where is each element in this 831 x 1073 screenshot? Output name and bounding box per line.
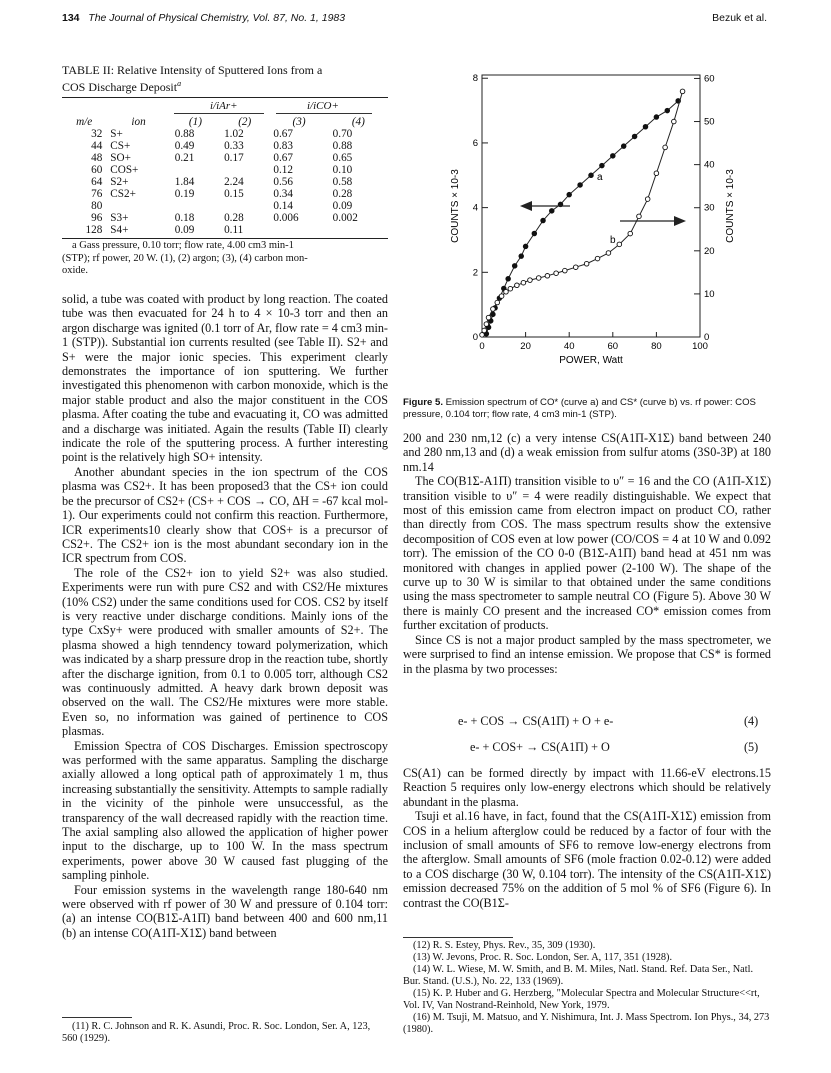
y-right-tick-label: 60	[704, 73, 715, 85]
table-caption-line1: TABLE II: Relative Intensity of Sputtered Ions from a	[62, 63, 323, 77]
series-a-point	[611, 154, 616, 159]
table-cell: 0.15	[224, 188, 244, 200]
table-cell: 0.10	[332, 164, 353, 176]
y-right-tick-label: 10	[704, 288, 715, 300]
series-b-point	[504, 289, 509, 294]
series-b-point	[645, 197, 650, 202]
table-row	[62, 128, 388, 140]
table-cell: 0.17	[224, 152, 244, 164]
table-cell: 0.33	[224, 140, 244, 152]
paragraph: CS(A1) can be formed directly by impact with 11.66-eV electrons.15 Reaction 5 requires only low-energy electrons which should be relatively abundant in the plasma.	[403, 766, 771, 809]
table-cell: 0.67	[273, 128, 293, 140]
table-cell	[171, 200, 220, 212]
series-a-point	[523, 244, 528, 249]
table-cell: CS2+	[110, 188, 136, 200]
reference-11: (11) R. C. Johnson and R. K. Asundi, Proc. R. Soc. London, Ser. A, 123, 560 (1929).	[62, 1021, 371, 1044]
table-cell: 64	[91, 176, 103, 188]
table-cell: 0.14	[273, 200, 293, 212]
y-left-ticks	[473, 73, 488, 343]
equation-4-number: (4)	[744, 714, 759, 728]
series-a-point	[541, 218, 546, 223]
table-cell: 80	[91, 200, 103, 212]
table-footnote-line1: a Gass pressure, 0.10 torr; flow rate, 4.00 cm3 min-1	[72, 240, 294, 251]
table-cell: 0.006	[273, 212, 299, 224]
left-references	[62, 1021, 388, 1045]
series-b-point	[499, 294, 504, 299]
series-group	[480, 89, 685, 337]
table-cell: 2.24	[224, 176, 244, 188]
table-row	[62, 152, 388, 164]
y-right-tick-label: 0	[704, 332, 710, 343]
table-cell: 0.67	[273, 152, 293, 164]
paragraph: The role of the CS2+ ion to yield S2+ was also studied. Experiments were run with pure CS2 and with CS2/He mixtures (10% CS2) under the same conditions used for COS. CS2 by itself is very reactive under discharge conditions. Mainly ions of the type CxSy+ were produced with smaller amounts of S2+. The plasma showed a high tenndency toward polymerization, which was indicated by a sharp pressure drop in the reaction tube, shortly after the discharge ignition, from 0.1 to 0.005 torr, although CS2 was continuously admitted. A heavy dark brown deposit was observed on the wall. The CS2/He mixtures were more stable. Even so, no information was gained of pertinence to COS plasmas.	[62, 565, 388, 739]
figure-caption-text: Emission spectrum of CO* (curve a) and CS* (curve b) vs. rf power: COS pressure, 0.104 torr; flow rate, 4 cm3 min-1 (STP).	[403, 397, 756, 420]
plot-frame	[482, 75, 700, 337]
table-cell: 1.84	[174, 176, 195, 188]
reference-16: (16) M. Tsuji, M. Matsuo, and Y. Nishimura, Int. J. Mass Spectrom. Ion Phys., 34, 273 (1980).	[403, 1012, 770, 1035]
table-cell: 0.28	[224, 212, 244, 224]
y-axis-label-left: COUNTS × 10-3	[450, 169, 461, 243]
table-cell: 0.34	[273, 188, 293, 200]
table-cell: 0.58	[332, 176, 353, 188]
y-left-tick-label: 2	[472, 267, 478, 279]
table-cell: 60	[91, 164, 103, 176]
table-cell: SO+	[110, 152, 131, 164]
series-b-point	[663, 145, 668, 150]
table-cell: 0.19	[174, 188, 195, 200]
table-cell: 128	[85, 224, 103, 236]
left-column-text	[62, 292, 388, 940]
series-a-point	[567, 192, 572, 197]
series-a-point	[654, 115, 659, 120]
table-cell: COS+	[110, 164, 139, 176]
paragraph: Since CS is not a major product sampled by the mass spectrometer, we were surprised to find an intense emission. We propose that CS* is formed in the plasma by two processes:	[403, 632, 771, 676]
y-left-tick-label: 0	[472, 332, 478, 343]
series-a-point	[532, 231, 537, 236]
table-cell	[220, 164, 269, 176]
table-cell: CS+	[110, 140, 131, 152]
footnote-divider	[62, 1017, 132, 1018]
y-left-tick-label: 6	[472, 137, 478, 149]
table-cell: 44	[91, 140, 103, 152]
table-cell: 0.65	[332, 152, 353, 164]
table-cell: 0.70	[332, 128, 353, 140]
x-tick-label: 40	[563, 341, 575, 352]
table-body	[62, 116, 388, 236]
paragraph: Another abundant species in the ion spectrum of the COS plasma was CS2+. It has been proposed3 that the CS+ ion could be the precursor of CS2+ (CS+ + COS → CO, ΔH = -67 kcal mol-1). Our experiments could not confirm this reaction. Furthermore, ICR experiments10 clearly show that COS+ is a precursor of CS2+. The CS2+ ion is the most abundant secondary ion in the ICR spectrum from COS.	[62, 464, 388, 566]
table-row	[62, 188, 388, 200]
table-cell: 0.83	[273, 140, 293, 152]
table-cell: 0.56	[273, 176, 293, 188]
curve-a-label: a	[597, 172, 603, 183]
series-b-point	[545, 274, 550, 279]
table-cell: S3+	[110, 212, 129, 224]
table-cell: 0.49	[174, 140, 195, 152]
paragraph: 200 and 230 nm,12 (c) a very intense CS(A1Π-X1Σ) band between 240 and 280 nm,13 and (d) a weak emission from sulfur atoms (3S0-3P) at 180 nm.14	[403, 431, 771, 474]
series-b-point	[508, 286, 513, 291]
table-cell: 0.09	[332, 200, 353, 212]
table-cell: S+	[110, 128, 123, 140]
table-caption	[62, 63, 387, 94]
series-a-line	[486, 101, 678, 334]
table-row	[62, 212, 388, 224]
series-b-point	[521, 280, 526, 285]
table-footnote-line3: oxide.	[62, 265, 88, 276]
series-b-point	[486, 315, 491, 320]
table-cell: S2+	[110, 176, 129, 188]
x-tick-label: 0	[479, 341, 485, 352]
table-cell: S4+	[110, 224, 129, 236]
table-footnote-line2: (STP); rf power, 20 W. (1), (2) argon; (3), (4) carbon mon-	[62, 252, 308, 264]
table-row	[62, 164, 388, 176]
series-a-point	[632, 134, 637, 139]
series-b-point	[495, 300, 500, 305]
paragraph: Four emission systems in the wavelength range 180-640 nm were observed with rf power of 30 W and pressure of 0.104 torr: (a) an intense CO(B1Σ-A1Π) band between 400 and 600 nm,11 (b) an intense CO(A1Π-X1Σ) band between	[62, 882, 388, 940]
series-b-point	[595, 256, 600, 261]
equation-4: e- + COS → CS(A1Π) + O + e-	[458, 714, 614, 728]
table-cell	[171, 164, 220, 176]
right-references	[403, 940, 771, 1036]
table-cell: 48	[91, 152, 103, 164]
reference-14: (14) W. L. Wiese, M. W. Smith, and B. M. Miles, Natl. Stand. Ref. Data Ser., Natl. Bur. Stand. (U.S.), No. 22, 133 (1969).	[403, 964, 754, 987]
table-cell: 0.88	[332, 140, 353, 152]
table-cell	[220, 200, 269, 212]
series-b-point	[680, 89, 685, 94]
series-b-point	[573, 265, 578, 270]
right-column-text	[403, 431, 771, 676]
series-a-point	[600, 163, 605, 168]
table-cell: 96	[91, 212, 103, 224]
series-b-point	[584, 261, 589, 266]
series-b-point	[654, 171, 659, 176]
series-a-point	[665, 108, 670, 113]
series-a-point	[519, 254, 524, 259]
reference-12: (12) R. S. Estey, Phys. Rev., 35, 309 (1930).	[413, 940, 596, 951]
paragraph: Tsuji et al.16 have, in fact, found that the CS(A1Π-X1Σ) emission from COS in a helium afterglow could be reduced by a factor of four with the inclusion of small amounts of SF6 to remove low-energy electrons from the afterglow. Small amounts of SF6 (mole fraction 0.02-0.12) were added to a COS discharge (30 W, 0.104 torr). The intensity of the CS(A1Π-X1Σ) emission decreased 75% on the addition of 5 mol % of SF6 (Figure 6). In contrast the CO(B1Σ-	[403, 809, 771, 910]
table-group-ar: i/iAr+	[210, 100, 238, 112]
table-caption-sup: a	[177, 79, 182, 88]
table-col-header: (3)	[292, 116, 306, 128]
footnote-divider	[403, 937, 513, 938]
table-cell: 0.88	[174, 128, 195, 140]
table-footnote	[62, 240, 388, 278]
table-cell: 0.28	[332, 188, 353, 200]
table-header-row	[62, 116, 388, 128]
table-cell	[269, 224, 328, 236]
figure-5-caption	[403, 397, 771, 421]
y-right-tick-label: 20	[704, 245, 715, 257]
table-col-header: (4)	[351, 116, 365, 128]
table-col-header: ion	[131, 116, 146, 128]
y-axis-label-right: COUNTS × 10-3	[725, 169, 736, 243]
x-axis-label: POWER, Watt	[559, 355, 623, 366]
table-row	[62, 176, 388, 188]
series-b-point	[482, 328, 487, 333]
table-cell: 32	[91, 128, 103, 140]
table-col-header: (1)	[188, 116, 202, 128]
page-header	[62, 12, 345, 24]
series-b-point	[554, 271, 559, 276]
table-cell: 76	[91, 188, 103, 200]
table-cell: 0.002	[332, 212, 358, 224]
series-a-point	[643, 124, 648, 129]
x-tick-label: 20	[520, 341, 531, 352]
y-right-ticks	[694, 73, 715, 343]
equation-5: e- + COS+ → CS(A1Π) + O	[470, 740, 610, 754]
series-b-point	[672, 119, 677, 124]
right-arrow	[620, 216, 686, 226]
reference-13: (13) W. Jevons, Proc. R. Soc. London, Ser. A, 117, 351 (1928).	[413, 952, 673, 963]
table-cell: 0.12	[273, 164, 293, 176]
x-ticks	[479, 332, 708, 352]
paragraph: solid, a tube was coated with product by long reaction. The coated tube was then evacuated for 24 h to 4 × 10-3 torr and then an argon discharge was ignited (0.1 torr of Ar, flow rate = 4 cm3 min-1 (STP)). Substantial ion currents resulted (see Table II). S2+ and S+ were the major ionic species. This experiment clearly demonstrates the importance of ion sputtering. We further investigated this phenomenon with carbon monoxide, which is the major stable product and also the major constituent in the COS plasma. After coating the tube and evacuating it, CO was admitted and a discharge was initiated. Again the results (Table II) clearly indicate the role of the sputtering process. A further interesting point is the relatively high SO+ intensity.	[62, 292, 388, 465]
table-cell: 0.21	[174, 152, 195, 164]
journal-name: The Journal of Physical Chemistry, Vol. 87, No. 1, 1983	[88, 12, 346, 24]
running-authors: Bezuk et al.	[712, 12, 767, 24]
equation-5-number: (5)	[744, 740, 759, 754]
series-a-point	[589, 173, 594, 178]
table-row	[62, 140, 388, 152]
x-tick-label: 80	[651, 341, 662, 352]
right-column-text-cont	[403, 766, 771, 910]
series-a-point	[512, 264, 517, 269]
table-row	[62, 200, 388, 212]
y-right-tick-label: 30	[704, 202, 715, 214]
table-group-co: i/iCO+	[307, 100, 339, 112]
y-left-tick-label: 8	[472, 73, 478, 85]
table-row	[62, 224, 388, 236]
table-rows	[62, 128, 388, 236]
series-b-point	[637, 214, 642, 219]
figure-5-chart	[420, 60, 760, 390]
table-cell	[106, 200, 170, 212]
table-cell	[329, 224, 388, 236]
x-tick-label: 60	[607, 341, 619, 352]
series-a-point	[506, 276, 511, 281]
table-col-header: (2)	[238, 116, 252, 128]
series-a-point	[578, 183, 583, 188]
table-cell: 0.11	[224, 224, 244, 236]
series-b-point	[484, 322, 489, 327]
table-col-header: m/e	[76, 116, 93, 128]
y-right-tick-label: 40	[704, 159, 715, 171]
y-right-tick-label: 50	[704, 116, 715, 128]
figure-caption-label: Figure 5.	[403, 397, 443, 408]
series-a-point	[549, 209, 554, 214]
series-b-point	[515, 283, 520, 288]
paragraph: The CO(B1Σ-A1Π) transition visible to υ″ = 16 and the CO (A1Π-X1Σ) transition visible to υ″ = 4 were readily distinguishable. We expect that most of this emission came from electron impact on product CO, rather than directly from COS. The mass spectrum results show the extensive decomposition of COS even at low power (CO/COS = 4 at 10 W and 0.092 torr). The emission of the CO 0-0 (B1Σ-A1Π) band head at 451 nm was monitored with changes in applied power (2-100 W). The shape of the curve up to 30 W is similar to that obtained under the same conditions using the mass spectrometer to sample neutral CO (Figure 5). Above 30 W there is mainly CO present and the increased CO* emission comes from further excitation of products.	[403, 474, 771, 633]
series-b-point	[528, 278, 533, 283]
series-b-point	[563, 268, 568, 273]
curve-b-label: b	[610, 235, 616, 246]
table-ii	[62, 97, 388, 239]
series-b-point	[628, 231, 633, 236]
series-b-point	[606, 251, 611, 256]
table-cell: 0.09	[174, 224, 195, 236]
series-b-line	[482, 91, 683, 334]
x-tick-label: 100	[692, 341, 708, 352]
series-b-point	[617, 242, 622, 247]
series-a-point	[621, 144, 626, 149]
table-cell: 1.02	[224, 128, 244, 140]
series-b-point	[480, 333, 485, 338]
y-left-tick-label: 4	[472, 202, 478, 214]
reference-15: (15) K. P. Huber and G. Herzberg, "Molecular Spectra and Molecular Structure<<rt, Vol. IV, Van Nostrand-Reinhold, New York, 1979.	[403, 988, 760, 1011]
table-caption-line2: COS Discharge Deposit	[62, 80, 178, 94]
series-b-point	[536, 276, 541, 281]
table-cell: 0.18	[174, 212, 195, 224]
page-number: 134	[62, 12, 80, 24]
series-b-point	[491, 307, 496, 312]
paragraph: Emission Spectra of COS Discharges. Emission spectroscopy was performed with the same apparatus. Sampling the discharge axially allowed a long optical path of approximately 1 m, thus increasing substantially the sensitivity. Attempts to sample radially in the vicinity of the pinhole were unsuccessful, as the transparency of the wall decreased rapidly with the reaction time. The axial sampling also allowed the application of higher power input to the discharge, up to 100 W. In the mass spectrum experiments, power above 30 W caused fast plugging of the sampling pinhole.	[62, 738, 388, 883]
